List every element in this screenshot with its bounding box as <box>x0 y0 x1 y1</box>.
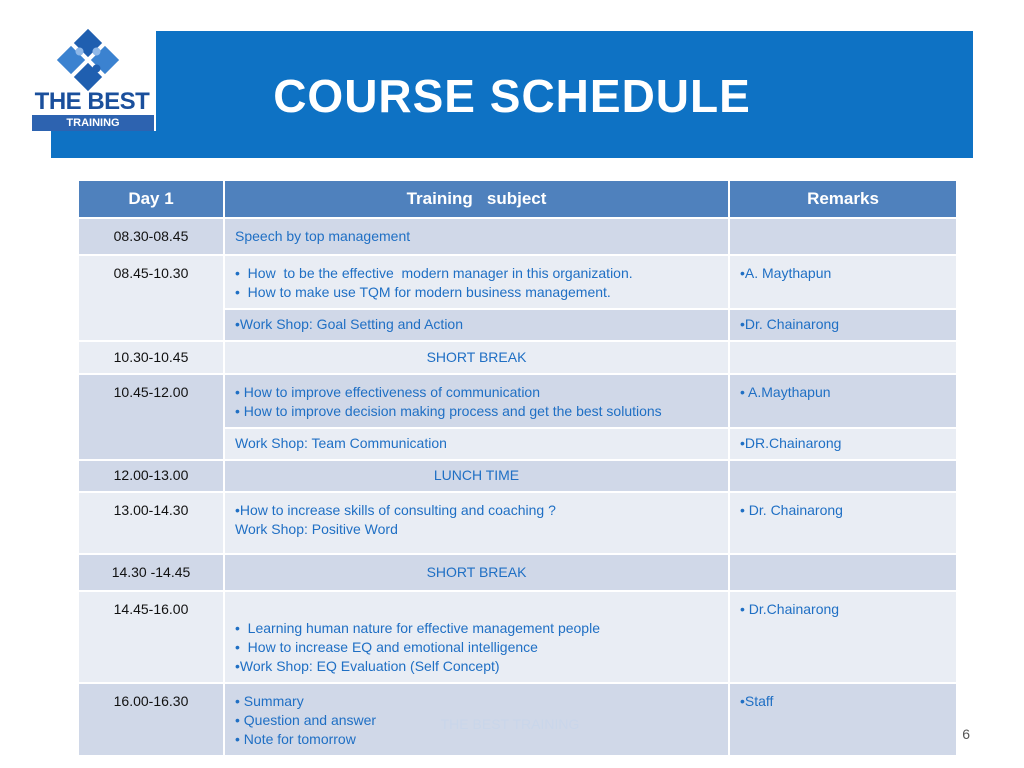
table-header-row <box>78 180 957 218</box>
time-cell: 14.45-16.00 <box>78 591 224 683</box>
table-row <box>78 218 957 255</box>
subject-cell: • How to improve effectiveness of communication • How to improve decision making process and get the best solutions <box>224 374 729 428</box>
column-header-subject: Training subject <box>224 180 729 218</box>
remarks-cell: •A. Maythapun <box>729 255 957 309</box>
table-row <box>78 255 957 309</box>
title-bar <box>51 31 973 158</box>
time-cell: 14.30 -14.45 <box>78 554 224 591</box>
column-header-remarks: Remarks <box>729 180 957 218</box>
subject-cell: • How to be the effective modern manager in this organization. • How to make use TQM for modern business management. <box>224 255 729 309</box>
time-cell: 16.00-16.30 <box>78 683 224 756</box>
time-cell: 10.45-12.00 <box>78 374 224 460</box>
remarks-cell <box>729 218 957 255</box>
page-number: 6 <box>962 726 970 742</box>
company-logo <box>26 26 158 134</box>
logo-text: THE BEST <box>34 88 150 115</box>
remarks-cell <box>729 341 957 374</box>
table-row <box>78 492 957 554</box>
footer-text: THE BEST TRAINING <box>440 716 580 732</box>
table-row <box>78 341 957 374</box>
table-row <box>78 591 957 683</box>
remarks-cell: • Dr.Chainarong <box>729 591 957 683</box>
subject-cell: •Work Shop: Goal Setting and Action <box>224 309 729 341</box>
subject-cell: • Summary • Question and answer • Note for tomorrow <box>224 683 729 756</box>
time-cell: 08.45-10.30 <box>78 255 224 341</box>
remarks-cell: •DR.Chainarong <box>729 428 957 460</box>
subject-cell: Speech by top management <box>224 218 729 255</box>
subject-cell: Work Shop: Team Communication <box>224 428 729 460</box>
time-cell: 12.00-13.00 <box>78 460 224 492</box>
schedule-table <box>77 179 958 757</box>
remarks-cell <box>729 460 957 492</box>
puzzle-icon <box>26 26 158 96</box>
subject-cell: • Learning human nature for effective management people • How to increase EQ and emotional intelligence •Work Shop: EQ Evaluation (Self Concept) <box>224 591 729 683</box>
table-row <box>78 374 957 428</box>
remarks-cell: • Dr. Chainarong <box>729 492 957 554</box>
page-title: COURSE SCHEDULE <box>273 70 751 122</box>
table-row <box>78 460 957 492</box>
subject-cell: SHORT BREAK <box>224 341 729 374</box>
logo-subtext: TRAINING <box>32 115 154 131</box>
remarks-cell: •Staff <box>729 683 957 756</box>
table-row <box>78 554 957 591</box>
subject-cell: SHORT BREAK <box>224 554 729 591</box>
time-cell: 08.30-08.45 <box>78 218 224 255</box>
remarks-cell <box>729 554 957 591</box>
subject-cell: LUNCH TIME <box>224 460 729 492</box>
subject-cell: •How to increase skills of consulting and coaching ? Work Shop: Positive Word <box>224 492 729 554</box>
time-cell: 10.30-10.45 <box>78 341 224 374</box>
remarks-cell: • A.Maythapun <box>729 374 957 428</box>
time-cell: 13.00-14.30 <box>78 492 224 554</box>
column-header-day: Day 1 <box>78 180 224 218</box>
remarks-cell: •Dr. Chainarong <box>729 309 957 341</box>
